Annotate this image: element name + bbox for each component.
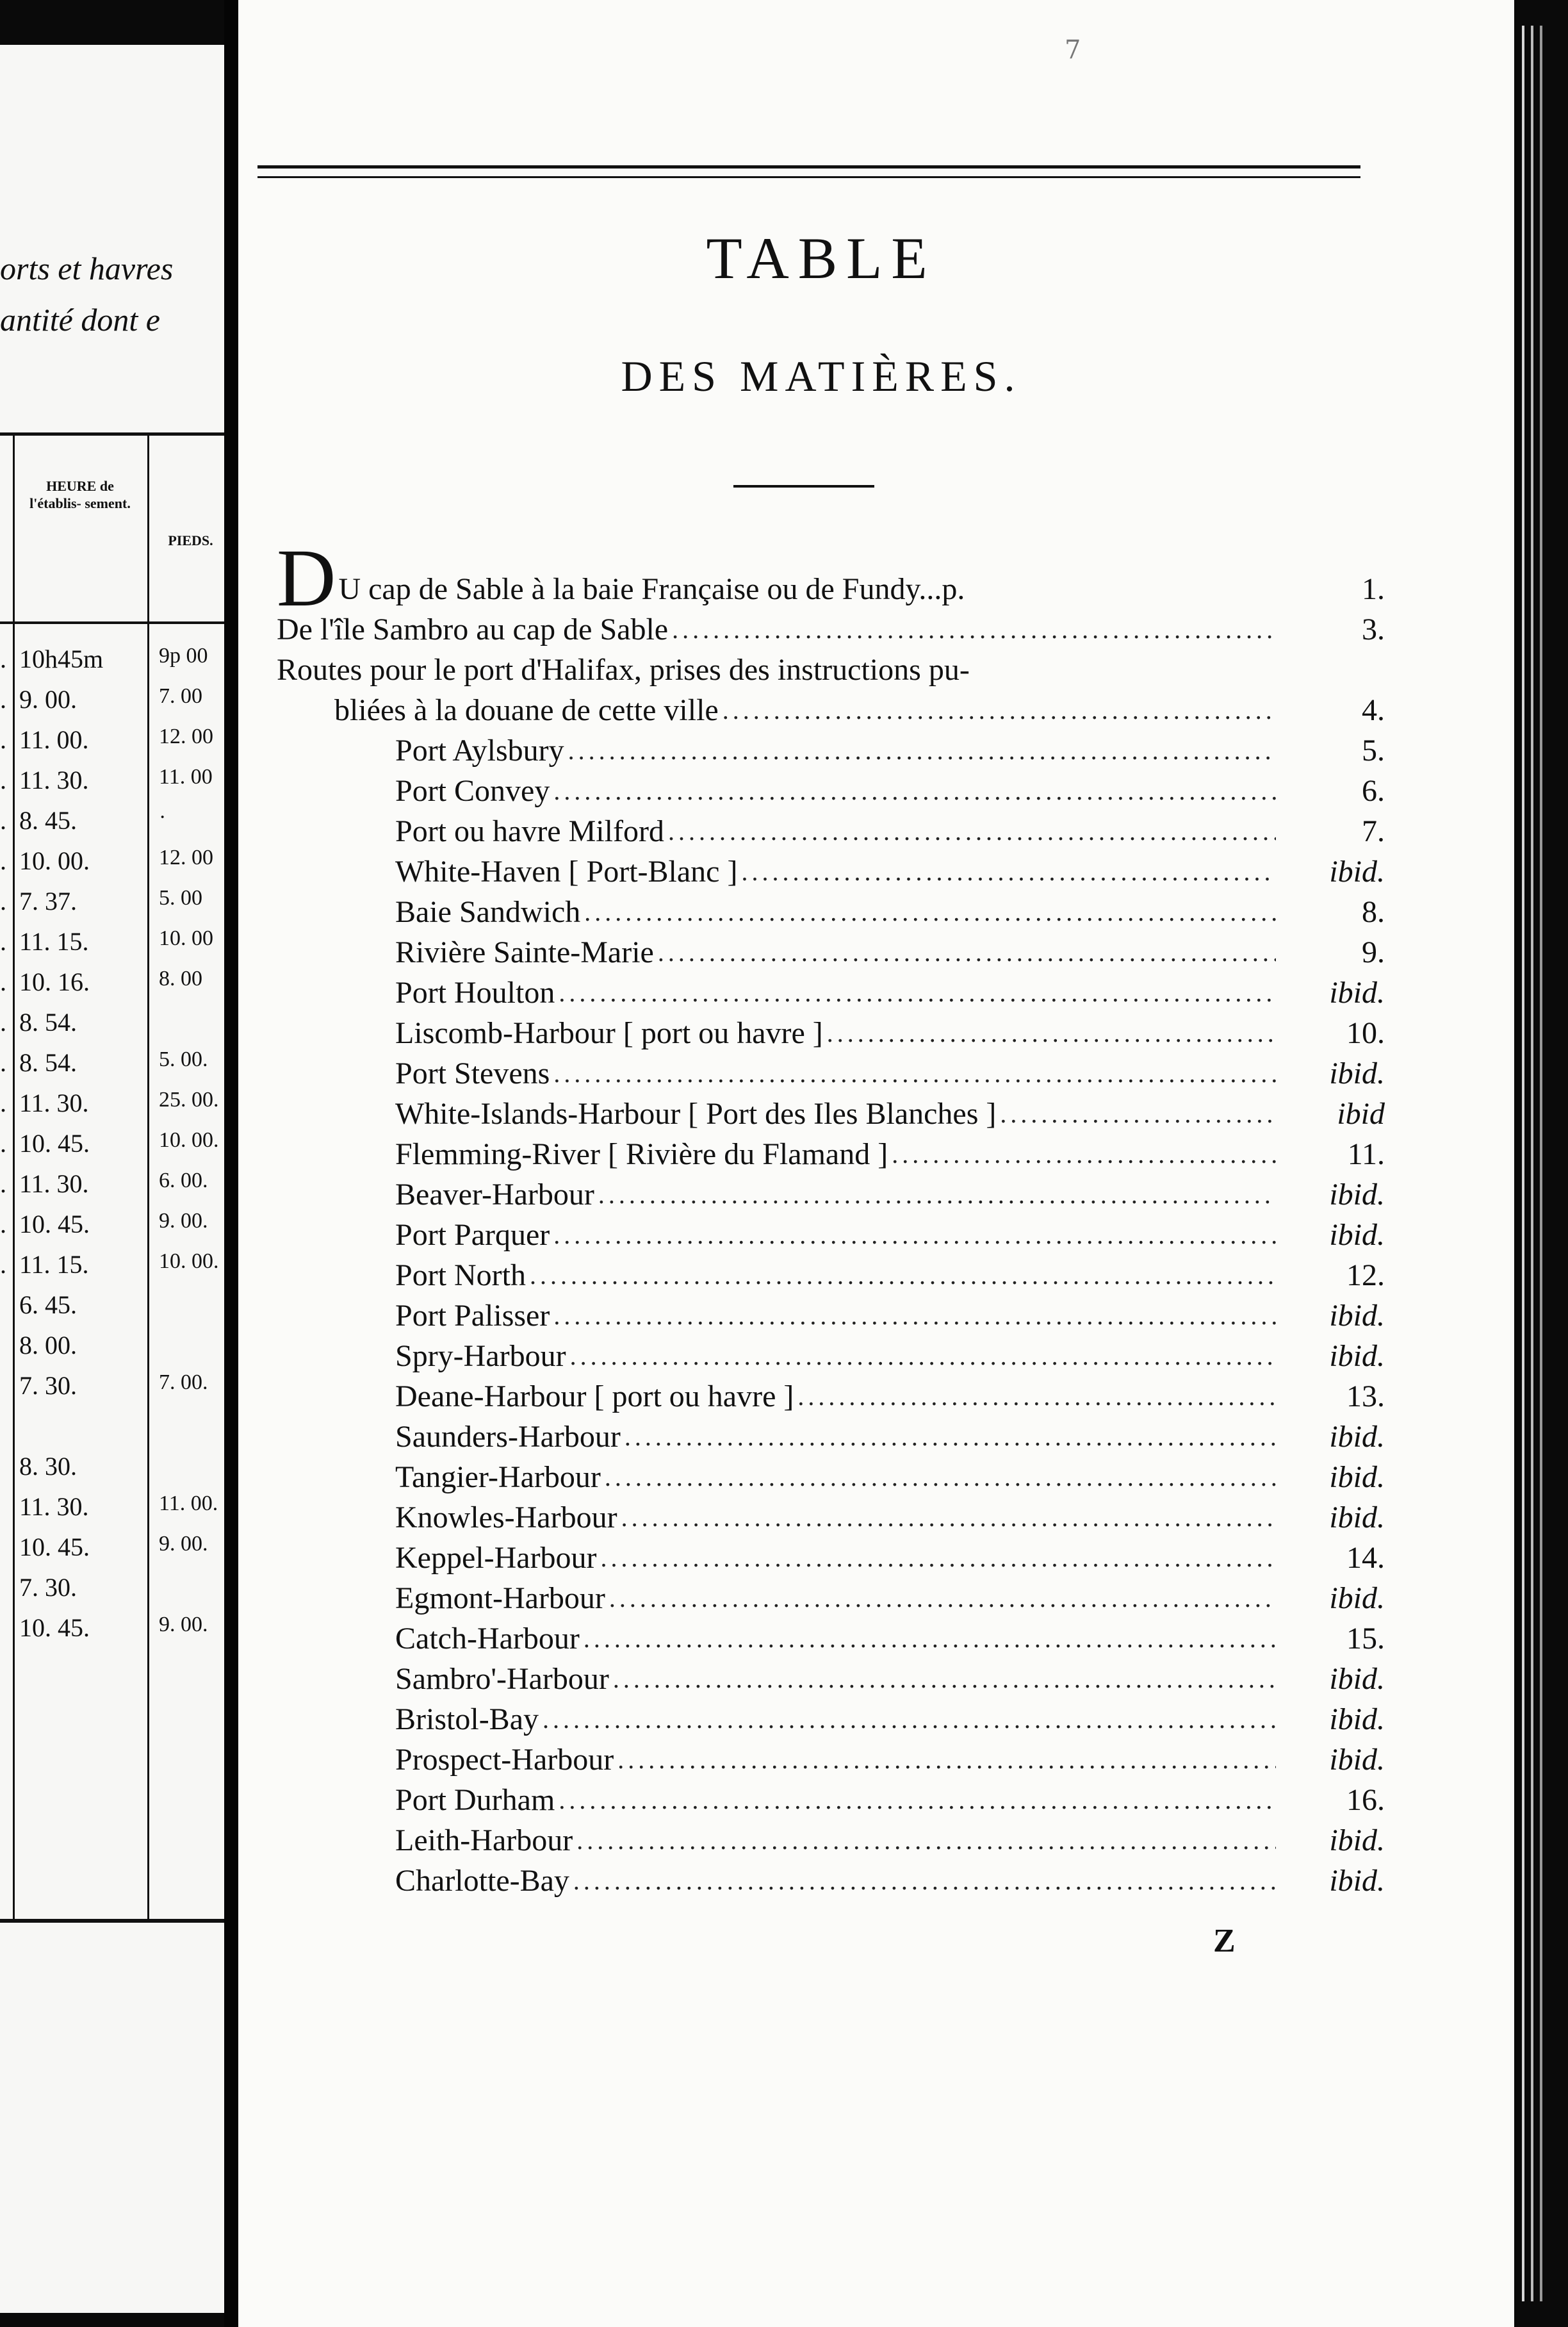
toc-entry-text: Spry-Harbour <box>395 1339 566 1373</box>
header-rule-thin <box>257 176 1360 178</box>
row-marker: . <box>0 1129 6 1158</box>
toc-entry-label <box>277 772 553 810</box>
table-row <box>0 1411 224 1451</box>
establishment-hour: 10. 45. <box>19 1613 90 1642</box>
row-marker: . <box>0 685 6 714</box>
toc-entry-text: Routes pour le port d'Halifax, prises des instructions pu- <box>277 653 970 687</box>
toc-entry-text: Port Houlton <box>395 976 555 1010</box>
tide-feet: · <box>159 805 167 829</box>
toc-entry-page: 16. <box>1346 1783 1385 1817</box>
toc-entry-label <box>277 532 968 623</box>
toc-entry <box>277 1618 1385 1658</box>
toc-entry-label <box>277 1700 543 1739</box>
establishment-hour: 11. 00. <box>19 725 89 754</box>
tide-feet: 7. 00. <box>159 1370 208 1394</box>
tide-feet: 9p 00 <box>159 644 208 668</box>
toc-entry-text: Port ou havre Milford <box>395 814 664 848</box>
tide-feet: 8. 00 <box>159 967 202 991</box>
toc-entry-text: Knowles-Harbour <box>395 1501 617 1534</box>
establishment-hour: 8. 30. <box>19 1452 77 1481</box>
establishment-hour: 11. 30. <box>19 1492 89 1521</box>
toc-entry-text: Port Aylsbury <box>395 734 564 768</box>
table-row <box>0 1290 224 1329</box>
toc-leader-dots <box>530 1256 1276 1295</box>
row-marker: . <box>0 725 6 754</box>
toc-leader-dots <box>605 1458 1276 1497</box>
table-row <box>0 725 224 764</box>
toc-entry-page: ibid. <box>1329 1823 1385 1857</box>
toc-entry-page: ibid. <box>1329 1218 1385 1252</box>
toc-entry-page: ibid. <box>1329 1299 1385 1333</box>
toc-entry <box>277 1658 1385 1698</box>
toc-entry-label <box>277 1781 559 1820</box>
toc-entry-label <box>277 933 658 972</box>
tide-feet: 5. 00 <box>159 886 202 910</box>
tide-feet: 9. 00. <box>159 1613 208 1636</box>
row-marker: . <box>0 766 6 794</box>
table-row <box>0 1209 224 1249</box>
toc-entry-page: ibid <box>1337 1097 1385 1131</box>
toc-entry-label <box>277 1337 570 1376</box>
toc-entry-page: ibid. <box>1329 1339 1385 1373</box>
toc-entry-label <box>277 1862 573 1900</box>
table-row <box>0 1492 224 1531</box>
toc-entry-text: Rivière Sainte-Marie <box>395 935 654 969</box>
toc-entry-page: ibid. <box>1329 1662 1385 1696</box>
right-page-edge <box>1514 0 1568 2327</box>
toc-leader-dots <box>723 691 1276 730</box>
toc-leader-dots <box>559 974 1276 1012</box>
table-of-contents <box>277 532 1385 1900</box>
toc-entry-page: 5. <box>1362 734 1385 768</box>
toc-entry-label <box>277 611 672 649</box>
toc-entry-text: Keppel-Harbour <box>395 1541 597 1575</box>
toc-leader-dots <box>672 611 1276 649</box>
toc-entry-label <box>277 651 974 689</box>
toc-entry <box>277 609 1385 649</box>
toc-entry-page: 12. <box>1346 1258 1385 1292</box>
toc-entry-text: Leith-Harbour <box>395 1823 573 1857</box>
col-header-hour: HEURE de l'établis- sement. <box>29 478 131 511</box>
toc-entry-text: Port Palisser <box>395 1299 550 1333</box>
table-row <box>0 1088 224 1128</box>
toc-entry-page: 3. <box>1362 613 1385 646</box>
toc-entry-label <box>277 974 559 1012</box>
toc-leader-dots <box>553 1297 1276 1335</box>
toc-entry-page: 6. <box>1362 774 1385 808</box>
toc-entry-label <box>277 1055 553 1093</box>
table-row <box>0 1128 224 1168</box>
toc-entry-text: Saunders-Harbour <box>395 1420 621 1454</box>
book-gutter <box>224 0 238 2327</box>
row-marker: . <box>0 846 6 875</box>
toc-entry-text: Egmont-Harbour <box>395 1581 605 1615</box>
left-page <box>0 45 224 2313</box>
table-row <box>0 1169 224 1208</box>
toc-entry-label <box>277 1176 598 1214</box>
toc-entry <box>277 1335 1385 1376</box>
table-row <box>0 1048 224 1087</box>
toc-leader-dots <box>613 1660 1276 1698</box>
establishment-hour: 10. 45. <box>19 1210 90 1238</box>
establishment-hour: 10. 45. <box>19 1129 90 1158</box>
table-row <box>0 765 224 805</box>
row-marker: . <box>0 1089 6 1117</box>
toc-entry-text: bliées à la douane de cette ville <box>334 693 719 727</box>
toc-leader-dots <box>559 1781 1276 1820</box>
establishment-hour: 10h45m <box>19 645 104 673</box>
toc-entry-text: Port Convey <box>395 774 550 808</box>
toc-entry <box>277 1416 1385 1456</box>
tide-feet: 12. 00 <box>159 846 213 869</box>
folio-mark: 7 <box>1065 35 1081 65</box>
toc-entry-text: White-Haven [ Port-Blanc ] <box>395 855 738 889</box>
table-row <box>0 886 224 926</box>
toc-entry <box>277 1456 1385 1497</box>
toc-entry-text: Deane-Harbour [ port ou havre ] <box>395 1379 794 1413</box>
toc-entry-label <box>277 1821 576 1860</box>
toc-leader-dots <box>892 1135 1276 1174</box>
table-row <box>0 846 224 885</box>
toc-entry <box>277 1093 1385 1133</box>
toc-entry-label <box>277 1741 617 1779</box>
toc-entry-page: 14. <box>1346 1541 1385 1575</box>
table-row <box>0 1572 224 1612</box>
tide-feet: 9. 00. <box>159 1209 208 1233</box>
table-row <box>0 805 224 845</box>
toc-entry-label <box>277 1539 601 1577</box>
toc-entry <box>277 689 1385 730</box>
establishment-hour: 8. 54. <box>19 1008 77 1037</box>
toc-entry <box>277 891 1385 932</box>
toc-entry <box>277 770 1385 810</box>
establishment-hour: 11. 15. <box>19 1250 89 1279</box>
toc-entry-page: ibid. <box>1329 1501 1385 1534</box>
table-row <box>0 1532 224 1572</box>
toc-leader-dots <box>553 1055 1276 1093</box>
signature-mark: Z <box>1213 1923 1236 1959</box>
tide-feet: 11. 00 <box>159 765 213 789</box>
toc-entry <box>277 972 1385 1012</box>
tide-feet: 11. 00. <box>159 1492 218 1515</box>
toc-entry <box>277 1739 1385 1779</box>
toc-entry <box>277 810 1385 851</box>
toc-entry-label <box>277 1256 530 1295</box>
toc-entry-text: Charlotte-Bay <box>395 1864 569 1898</box>
toc-entry-page: 4. <box>1362 693 1385 727</box>
table-bottom-rule <box>0 1919 224 1923</box>
row-marker: . <box>0 1210 6 1238</box>
tide-feet: 10. 00 <box>159 926 213 950</box>
toc-entry <box>277 1860 1385 1900</box>
toc-entry-label <box>277 1377 797 1416</box>
table-row <box>0 1370 224 1410</box>
establishment-hour: 8. 00. <box>19 1331 77 1360</box>
establishment-hour: 11. 30. <box>19 1169 89 1198</box>
toc-entry-label <box>277 853 741 891</box>
toc-entry-text: Tangier-Harbour <box>395 1460 601 1494</box>
toc-entry-page: 13. <box>1346 1379 1385 1413</box>
header-rule-thick <box>257 165 1360 169</box>
toc-entry-page: ibid. <box>1329 1057 1385 1090</box>
toc-entry <box>277 1012 1385 1053</box>
establishment-hour: 7. 37. <box>19 887 77 916</box>
toc-entry <box>277 1214 1385 1254</box>
toc-entry <box>277 1376 1385 1416</box>
table-row <box>0 644 224 684</box>
toc-entry <box>277 1295 1385 1335</box>
toc-entry-label <box>277 812 668 851</box>
establishment-hour: 11. 30. <box>19 1089 89 1117</box>
toc-entry-page: 11. <box>1347 1137 1385 1171</box>
table-row <box>0 1249 224 1289</box>
toc-leader-dots <box>553 1216 1276 1254</box>
toc-entry-text: U cap de Sable à la baie Française ou de Fundy...p. <box>338 572 965 606</box>
establishment-hour: 10. 45. <box>19 1533 90 1561</box>
tide-feet: 12. 00 <box>159 725 213 748</box>
toc-entry-page: 8. <box>1362 895 1385 929</box>
toc-leader-dots <box>1000 1095 1276 1133</box>
row-marker: . <box>0 806 6 835</box>
toc-entry-label <box>277 691 723 730</box>
toc-entry-text: White-Islands-Harbour [ Port des Iles Blanches ] <box>395 1097 997 1131</box>
toc-entry-text: Port North <box>395 1258 526 1292</box>
toc-entry <box>277 1133 1385 1174</box>
toc-leader-dots <box>576 1821 1276 1860</box>
right-page <box>238 0 1514 2327</box>
table-top-rule <box>0 432 224 436</box>
toc-leader-dots <box>658 933 1276 972</box>
toc-entry-label <box>277 1579 609 1618</box>
toc-entry-page: ibid. <box>1329 1178 1385 1212</box>
row-marker: . <box>0 1008 6 1037</box>
tide-feet: 7. 00 <box>159 684 202 708</box>
toc-entry-label <box>277 732 568 770</box>
drop-cap: D <box>277 532 336 623</box>
toc-entry-label <box>277 1014 827 1053</box>
toc-entry-label <box>277 1216 553 1254</box>
toc-entry <box>277 532 1385 623</box>
table-row <box>0 1613 224 1652</box>
toc-entry <box>277 1698 1385 1739</box>
toc-entry-page: 7. <box>1362 814 1385 848</box>
table-row <box>0 1330 224 1370</box>
toc-leader-dots <box>568 732 1276 770</box>
table-row <box>0 1451 224 1491</box>
row-marker: . <box>0 1250 6 1279</box>
toc-entry <box>277 1174 1385 1214</box>
table-row <box>0 684 224 724</box>
toc-leader-dots <box>570 1337 1276 1376</box>
establishment-hour: 6. 45. <box>19 1290 77 1319</box>
toc-entry-label <box>277 1418 625 1456</box>
toc-entry <box>277 1779 1385 1820</box>
toc-entry-page: ibid. <box>1329 1581 1385 1615</box>
establishment-hour: 11. 30. <box>19 766 89 794</box>
toc-leader-dots <box>609 1579 1276 1618</box>
toc-entry-page: ibid. <box>1329 1460 1385 1494</box>
toc-entry-text: Baie Sandwich <box>395 895 581 929</box>
toc-entry-label <box>277 1135 892 1174</box>
toc-entry-label <box>277 1095 1000 1133</box>
toc-leader-dots <box>621 1499 1276 1537</box>
row-marker: . <box>0 967 6 996</box>
toc-entry-text: Port Parquer <box>395 1218 550 1252</box>
toc-entry <box>277 1497 1385 1537</box>
toc-leader-dots <box>741 853 1276 891</box>
toc-leader-dots <box>553 772 1276 810</box>
col-header-feet: PIEDS. <box>168 532 213 548</box>
toc-entry-page: ibid. <box>1329 1864 1385 1898</box>
establishment-hour: 8. 54. <box>19 1048 77 1077</box>
table-row <box>0 967 224 1007</box>
toc-entry-page: ibid. <box>1329 1420 1385 1454</box>
table-header-rule <box>0 621 224 624</box>
tide-feet: 10. 00. <box>159 1249 219 1273</box>
toc-entry <box>277 730 1385 770</box>
row-marker: . <box>0 1048 6 1077</box>
toc-entry-text: De l'île Sambro au cap de Sable <box>277 613 669 646</box>
title-separator <box>733 485 874 488</box>
toc-leader-dots <box>584 1620 1276 1658</box>
toc-leader-dots <box>573 1862 1276 1900</box>
toc-entry-page: ibid. <box>1329 1743 1385 1777</box>
tide-feet: 9. 00. <box>159 1532 208 1556</box>
row-marker: . <box>0 887 6 916</box>
establishment-hour: 7. 30. <box>19 1371 77 1400</box>
toc-entry-text: Beaver-Harbour <box>395 1178 594 1212</box>
establishment-hour: 7. 30. <box>19 1573 77 1602</box>
establishment-hour: 10. 00. <box>19 846 90 875</box>
toc-entry <box>277 1053 1385 1093</box>
left-page-text-line-1: orts et havres <box>0 251 174 286</box>
toc-entry <box>277 1254 1385 1295</box>
tide-feet: 5. 00. <box>159 1048 208 1071</box>
toc-entry-label <box>277 1620 584 1658</box>
toc-leader-dots <box>617 1741 1276 1779</box>
toc-entry-label <box>277 1660 613 1698</box>
toc-entry-text: Prospect-Harbour <box>395 1743 614 1777</box>
toc-entry-text: Liscomb-Harbour [ port ou havre ] <box>395 1016 823 1050</box>
toc-entry-text: Port Stevens <box>395 1057 550 1090</box>
toc-entry-label <box>277 1458 605 1497</box>
page-subtitle: DES MATIÈRES. <box>621 352 1022 400</box>
toc-leader-dots <box>543 1700 1276 1739</box>
toc-entry-page: ibid. <box>1329 855 1385 889</box>
toc-entry-page: ibid. <box>1329 976 1385 1010</box>
table-row <box>0 1007 224 1047</box>
toc-entry-text: Flemming-River [ Rivière du Flamand ] <box>395 1137 888 1171</box>
establishment-hour: 9. 00. <box>19 685 77 714</box>
toc-entry-label <box>277 1499 621 1537</box>
toc-leader-dots <box>625 1418 1276 1456</box>
toc-leader-dots <box>668 812 1276 851</box>
establishment-hour: 8. 45. <box>19 806 77 835</box>
toc-entry-label <box>277 1297 553 1335</box>
toc-entry <box>277 851 1385 891</box>
left-page-text-line-2: antité dont e <box>0 302 160 338</box>
tide-feet: 6. 00. <box>159 1169 208 1192</box>
toc-entry-page: 1. <box>1362 572 1385 606</box>
row-marker: . <box>0 927 6 956</box>
row-marker: . <box>0 1169 6 1198</box>
toc-entry-text: Bristol-Bay <box>395 1702 539 1736</box>
toc-leader-dots <box>584 893 1276 932</box>
toc-entry-page: ibid. <box>1329 1702 1385 1736</box>
toc-entry <box>277 932 1385 972</box>
establishment-hour: 10. 16. <box>19 967 90 996</box>
toc-entry <box>277 1577 1385 1618</box>
toc-entry-label <box>277 893 584 932</box>
toc-entry-text: Port Durham <box>395 1783 555 1817</box>
toc-entry-page: 10. <box>1346 1016 1385 1050</box>
toc-entry-page: 9. <box>1362 935 1385 969</box>
table-row <box>0 926 224 966</box>
row-marker: . <box>0 645 6 673</box>
toc-entry <box>277 649 1385 689</box>
toc-entry-page: 15. <box>1346 1622 1385 1656</box>
toc-entry-text: Catch-Harbour <box>395 1622 580 1656</box>
toc-entry-text: Sambro'-Harbour <box>395 1662 609 1696</box>
toc-leader-dots <box>797 1377 1276 1416</box>
toc-entry <box>277 1820 1385 1860</box>
toc-entry <box>277 1537 1385 1577</box>
toc-leader-dots <box>598 1176 1276 1214</box>
tide-feet: 10. 00. <box>159 1128 219 1152</box>
page-title: TABLE <box>706 226 936 291</box>
toc-leader-dots <box>827 1014 1276 1053</box>
establishment-hour: 11. 15. <box>19 927 89 956</box>
toc-leader-dots <box>601 1539 1276 1577</box>
tide-feet: 25. 00. <box>159 1088 219 1112</box>
